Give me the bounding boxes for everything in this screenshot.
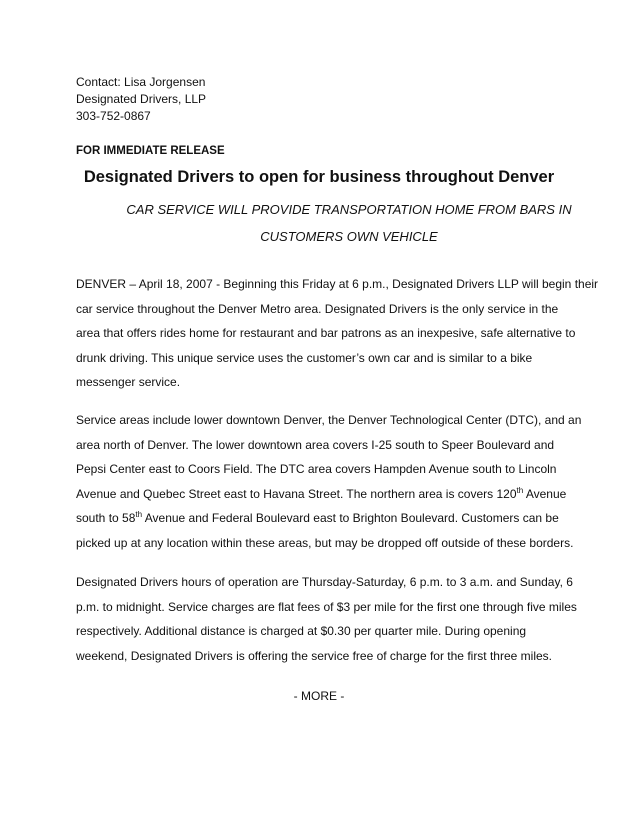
ordinal-suffix: th bbox=[516, 485, 524, 495]
contact-block bbox=[76, 74, 206, 125]
ordinal-suffix: th bbox=[135, 510, 143, 519]
paragraph-line: picked up at any location within these areas, but may be dropped off outside of these borders. bbox=[76, 535, 574, 550]
paragraph-line: Service areas include lower downtown Denver, the Denver Technological Center (DTC), and an bbox=[76, 413, 582, 427]
paragraph-line: drunk driving. This unique service uses the customer’s own car and is similar to a bike bbox=[76, 350, 533, 365]
paragraph-intro bbox=[76, 272, 599, 395]
headline: Designated Drivers to open for business throughout Denver bbox=[83, 168, 555, 186]
subheadline-line-2: CUSTOMERS OWN VEHICLE bbox=[260, 229, 438, 244]
paragraph-line: p.m. to midnight. Service charges are flat fees of $3 per mile for the first one through five miles bbox=[76, 599, 577, 614]
text-run: Avenue and Federal Boulevard east to Brighton Boulevard. Customers can be bbox=[142, 511, 559, 525]
contact-phone: 303-752-0867 bbox=[76, 109, 151, 123]
contact-name: Contact: Lisa Jorgensen bbox=[76, 75, 206, 89]
paragraph-line: area that offers rides home for restaurant and bar patrons as an inexpesive, safe alternative to bbox=[76, 326, 576, 340]
contact-company: Designated Drivers, LLP bbox=[76, 92, 207, 106]
text-run: Avenue and Quebec Street east to Havana Street. The northern area is covers 120 bbox=[76, 486, 517, 501]
more-marker: - MORE - bbox=[293, 689, 345, 703]
paragraph-line bbox=[76, 506, 576, 531]
paragraph-service-areas bbox=[76, 408, 582, 555]
subheadline-line-1: CAR SERVICE WILL PROVIDE TRANSPORTATION HOME FROM BARS IN bbox=[126, 202, 572, 217]
paragraph-line: respectively. Additional distance is charged at $0.30 per quarter mile. During opening bbox=[76, 624, 527, 638]
paragraph-line: Pepsi Center east to Coors Field. The DTC area covers Hampden Avenue south to Lincoln bbox=[76, 462, 557, 476]
paragraph-line: messenger service. bbox=[76, 375, 181, 389]
paragraph-line bbox=[76, 482, 576, 507]
text-run: Avenue bbox=[523, 486, 567, 501]
paragraph-line: car service throughout the Denver Metro area. Designated Drivers is the only service in the bbox=[76, 301, 559, 316]
paragraph-line: DENVER – April 18, 2007 - Beginning this Friday at 6 p.m., Designated Drivers LLP will begin their bbox=[76, 277, 599, 291]
release-label: FOR IMMEDIATE RELEASE bbox=[76, 145, 225, 157]
paragraph-line: weekend, Designated Drivers is offering the service free of charge for the first three miles. bbox=[76, 648, 552, 663]
paragraph-hours-pricing bbox=[76, 570, 576, 668]
text-run: south to 58 bbox=[76, 511, 136, 525]
paragraph-line: area north of Denver. The lower downtown area covers I-25 south to Speer Boulevard and bbox=[76, 437, 555, 452]
paragraph-line: Designated Drivers hours of operation are Thursday-Saturday, 6 p.m. to 3 a.m. and Sunday, 6 bbox=[76, 575, 573, 589]
